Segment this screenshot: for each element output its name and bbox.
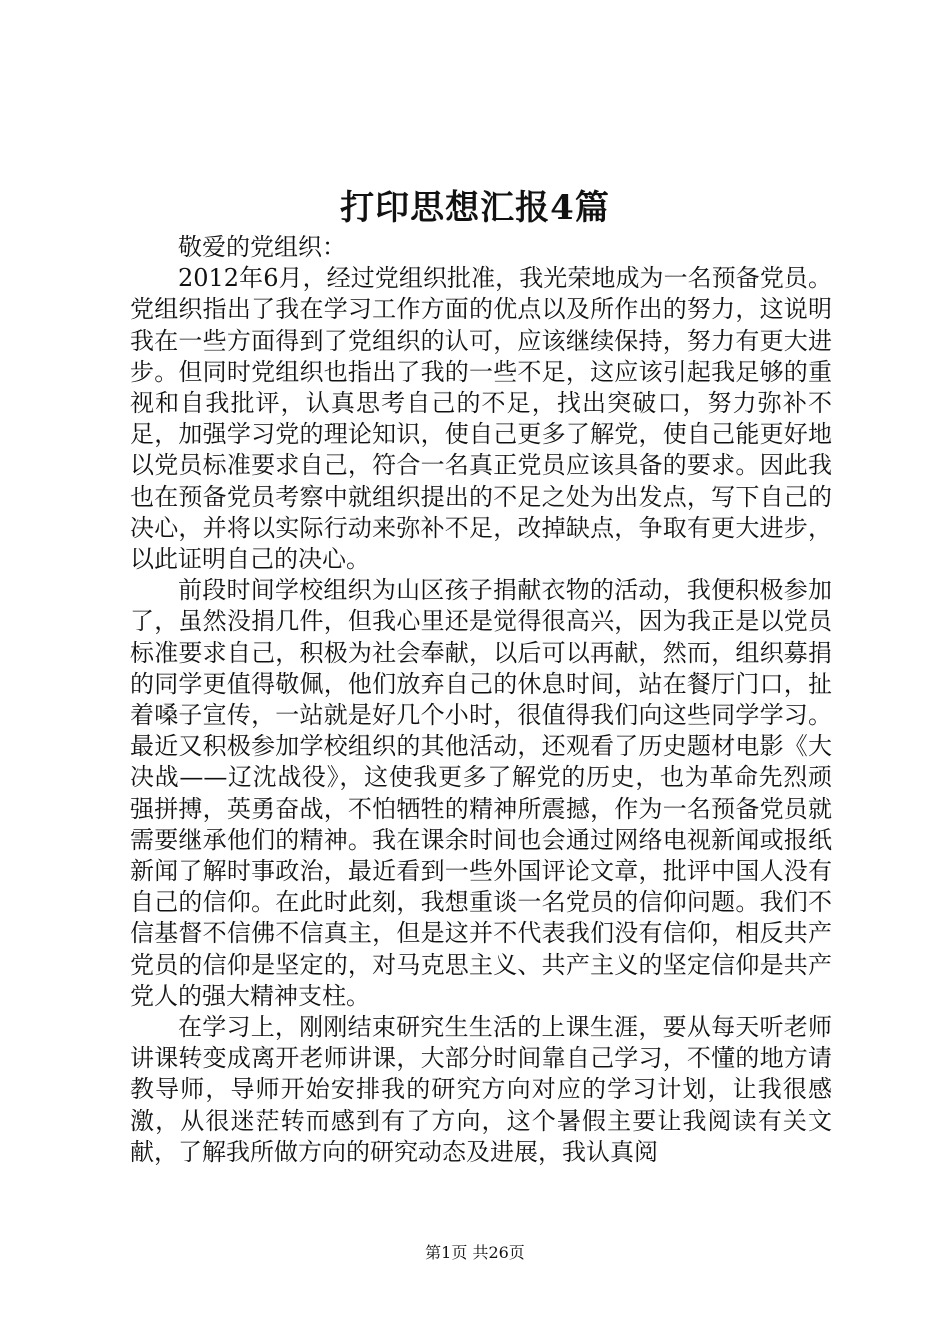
paragraph-3: 在学习上，刚刚结束研究生生活的上课生涯，要从每天听老师讲课转变成离开老师讲课，大部分时间靠自己学习，不懂的地方请教导师，导师开始安排我的研究方向对应的学习计划，让我很感激，从很迷茫转而感到有了方向，这个暑假主要让我阅读有关文献，了解我所做方向的研究动态及进展，我认真阅 — [130, 1013, 832, 1166]
document-body — [130, 232, 832, 1168]
paragraph-1: 2012年6月，经过党组织批准，我光荣地成为一名预备党员。党组织指出了我在学习工作方面的优点以及所作出的努力，这说明我在一些方面得到了党组织的认可，应该继续保持，努力有更大进步。但同时党组织也指出了我的一些不足，这应该引起我足够的重视和自我批评，认真思考自己的不足，找出突破口，努力弥补不足，加强学习党的理论知识，使自己更多了解党，使自己能更好地以党员标准要求自己，符合一名真正党员应该具备的要求。因此我也在预备党员考察中就组织提出的不足之处为出发点，写下自己的决心，并将以实际行动来弥补不足，改掉缺点，争取有更大进步，以此证明自己的决心。 — [130, 264, 832, 574]
document-title: 打印思想汇报4篇 — [340, 188, 610, 228]
paragraph-2: 前段时间学校组织为山区孩子捐献衣物的活动，我便积极参加了，虽然没捐几件，但我心里还是觉得很高兴，因为我正是以党员标准要求自己，积极为社会奉献，以后可以再献，然而，组织募捐的同学更值得敬佩，他们放弃自己的休息时间，站在餐厅门口，扯着嗓子宣传，一站就是好几个小时，很值得我们向这些同学学习。最近又积极参加学校组织的其他活动，还观看了历史题材电影《大决战——辽沈战役》，这使我更多了解党的历史，也为革命先烈顽强拼搏，英勇奋战，不怕牺牲的精神所震撼，作为一名预备党员就需要继承他们的精神。我在课余时间也会通过网络电视新闻或报纸新闻了解时事政治，最近看到一些外国评论文章，批评中国人没有自己的信仰。在此时此刻，我想重谈一名党员的信仰问题。我们不信基督不信佛不信真主，但是这并不代表我们没有信仰，相反共产党员的信仰是坚定的，对马克思主义、共产主义的坚定信仰是共产党人的强大精神支柱。 — [130, 576, 832, 1010]
page-footer: 第1页 共26页 — [425, 1243, 525, 1262]
salutation: 敬爱的党组织： — [178, 233, 346, 261]
